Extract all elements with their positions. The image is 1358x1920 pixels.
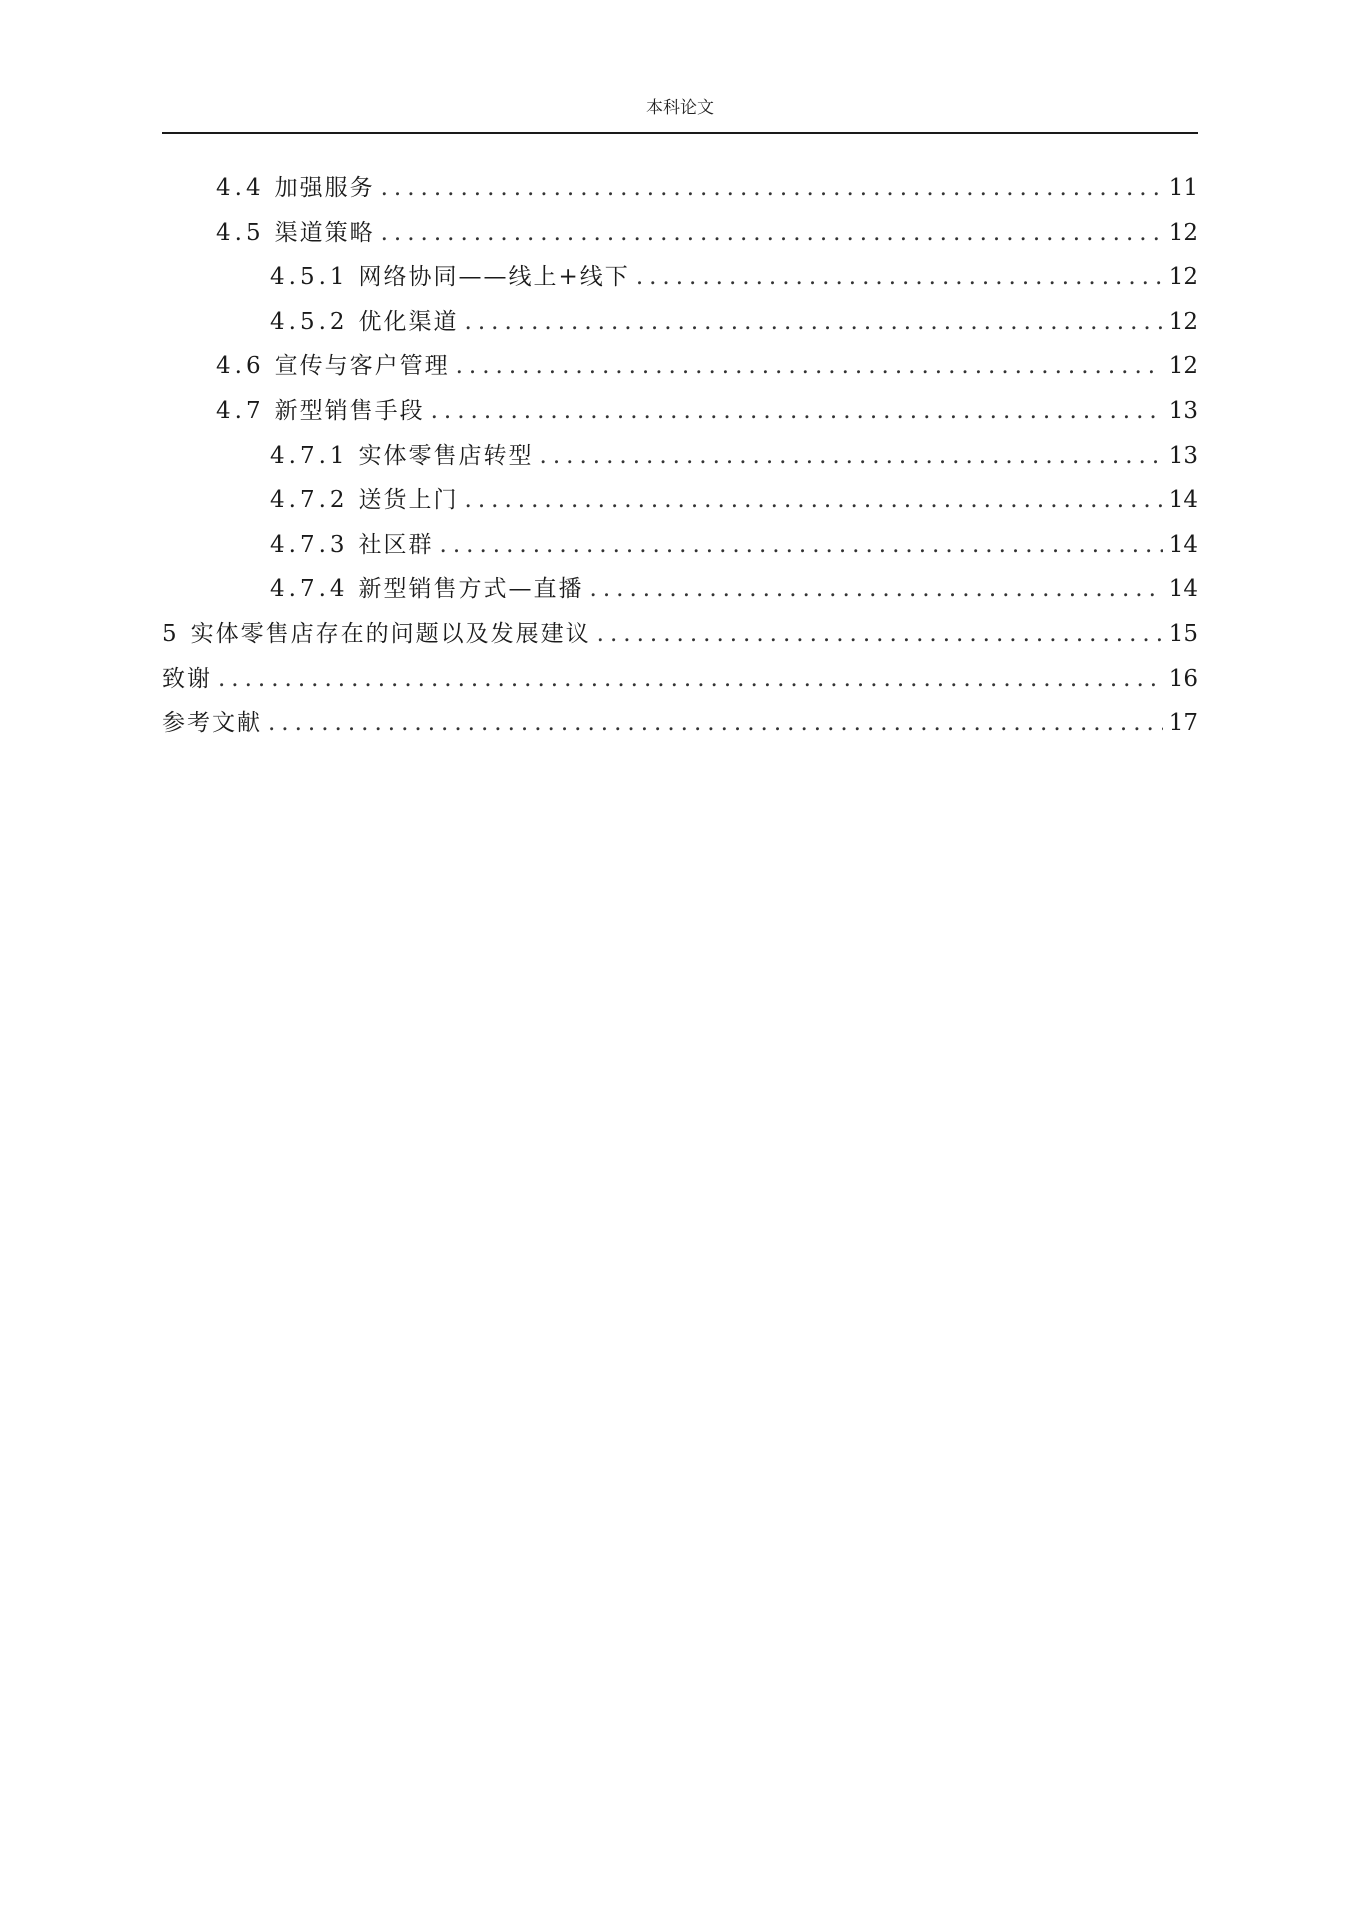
toc-entry-4-7-3[interactable] — [162, 527, 1198, 572]
toc-entry-4-4[interactable] — [162, 170, 1198, 215]
toc-entry-number: 4.5 — [216, 219, 265, 246]
toc-dot-leader — [597, 616, 1163, 652]
toc-entry-number: 4.7.2 — [270, 487, 349, 514]
toc-entry-title: 宣传与客户管理 — [274, 353, 450, 380]
toc-entry-page: 11 — [1168, 175, 1198, 201]
toc-dot-leader — [540, 438, 1163, 474]
toc-entry-page: 13 — [1168, 442, 1198, 469]
toc-entry-title: 致谢 — [162, 665, 212, 692]
toc-entry-4-7-1[interactable] — [162, 438, 1198, 483]
toc-entry-page: 14 — [1168, 487, 1198, 514]
toc-dot-leader — [465, 482, 1163, 518]
toc-entry-title: 送货上门 — [358, 487, 459, 514]
toc-entry-page: 17 — [1168, 710, 1198, 737]
toc-dot-leader — [456, 348, 1163, 384]
toc-entry-acknowledgements[interactable] — [162, 661, 1198, 706]
toc-entry-number: 4.5.1 — [270, 264, 349, 291]
toc-entry-page: 14 — [1168, 531, 1198, 558]
toc-entry-page: 13 — [1168, 397, 1198, 424]
toc-entry-page: 12 — [1168, 264, 1198, 291]
toc-entry-title: 加强服务 — [274, 175, 375, 201]
toc-entry-title: 新型销售手段 — [274, 397, 425, 424]
toc-entry-title: 参考文献 — [162, 710, 262, 737]
toc-entry-number: 4.6 — [216, 353, 265, 380]
toc-entry-4-6[interactable] — [162, 348, 1198, 393]
toc-entry-4-7-4[interactable] — [162, 571, 1198, 616]
toc-entry-title: 优化渠道 — [358, 308, 459, 335]
toc-entry-page: 14 — [1168, 576, 1198, 603]
toc-entry-title: 社区群 — [358, 531, 434, 558]
toc-entry-title: 实体零售店转型 — [358, 442, 534, 469]
toc-entry-4-7-2[interactable] — [162, 482, 1198, 527]
toc-entry-title: 新型销售方式—直播 — [358, 576, 584, 603]
toc-entry-page: 16 — [1168, 665, 1198, 692]
table-of-contents — [162, 170, 1198, 750]
toc-entry-number: 4.7.4 — [270, 576, 349, 603]
toc-entry-title: 实体零售店存在的问题以及发展建议 — [190, 620, 591, 647]
toc-entry-title: 渠道策略 — [274, 219, 375, 246]
toc-dot-leader — [440, 527, 1163, 563]
toc-dot-leader — [431, 393, 1163, 429]
toc-entry-number: 4.5.2 — [270, 308, 349, 335]
toc-entry-5[interactable] — [162, 616, 1198, 661]
toc-entry-page: 15 — [1168, 620, 1198, 647]
header-title: 本科论文 — [646, 98, 714, 118]
toc-dot-leader — [381, 170, 1163, 206]
toc-entry-4-5-2[interactable] — [162, 304, 1198, 349]
toc-entry-number: 4.7.3 — [270, 531, 349, 558]
toc-entry-page: 12 — [1168, 353, 1198, 380]
toc-dot-leader — [218, 661, 1163, 697]
toc-entry-title: 网络协同——线上+线下 — [358, 264, 630, 291]
toc-entry-number: 4.7 — [216, 397, 265, 424]
toc-entry-4-5[interactable] — [162, 215, 1198, 260]
page-header — [162, 96, 1198, 132]
toc-entry-4-5-1[interactable] — [162, 259, 1198, 304]
toc-dot-leader — [381, 215, 1163, 251]
toc-entry-page: 12 — [1168, 219, 1198, 246]
toc-dot-leader — [268, 705, 1163, 741]
toc-entry-4-7[interactable] — [162, 393, 1198, 438]
toc-entry-number: 4.4 — [216, 175, 265, 201]
toc-entry-page: 12 — [1168, 308, 1198, 335]
toc-dot-leader — [465, 304, 1163, 340]
toc-entry-number: 4.7.1 — [270, 442, 349, 469]
toc-entry-number: 5 — [162, 620, 181, 647]
header-rule — [162, 132, 1198, 134]
toc-entry-references[interactable] — [162, 705, 1198, 750]
toc-dot-leader — [636, 259, 1163, 295]
toc-dot-leader — [590, 571, 1163, 607]
